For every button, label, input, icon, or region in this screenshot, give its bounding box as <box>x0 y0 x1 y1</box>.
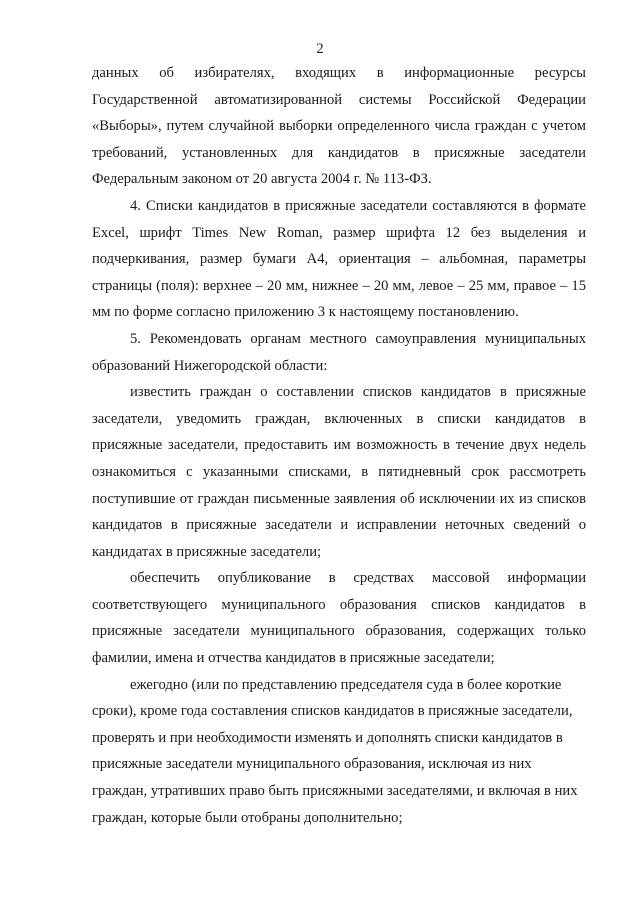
paragraph-notify-citizens: известить граждан о составлении списков кандидатов в присяжные заседатели, уведомить граждан, включенных в списки кандидатов в присяжные заседатели, предоставить им возможность в течение двух недель ознакомиться с указанными списками, в пятидневный срок рассмотреть поступившие от граждан письменные заявления об исключении их из списков кандидатов в присяжные заседатели и исправлении неточных сведений о кандидатах в присяжные заседатели; <box>92 384 586 560</box>
paragraph-item-4: 4. Списки кандидатов в присяжные заседатели составляются в формате Excel, шрифт Times New Roman, размер шрифта 12 без выделения и подчеркивания, размер бумаги А4, ориентация – альбомная, параметры страницы (поля): верхнее – 20 мм, нижнее – 20 мм, левое – 25 мм, правое – 15 мм по форме согласно приложению 3 к настоящему постановлению. <box>92 197 586 321</box>
document-body <box>92 60 586 831</box>
paragraph-item-5: 5. Рекомендовать органам местного самоуправления муниципальных образований Нижегородской области: <box>92 330 586 374</box>
paragraph-continuation: данных об избирателях, входящих в информационные ресурсы Государственной автоматизированной системы Российской Федерации «Выборы», путем случайной выборки определенного числа граждан с учетом требований, установленных для кандидатов в присяжные заседатели Федеральным законом от 20 августа 2004 г. № 113-ФЗ. <box>92 65 586 188</box>
page-number: 2 <box>316 41 324 57</box>
paragraph-annual-review: ежегодно (или по представлению председателя суда в более короткие сроки), кроме года составления списков кандидатов в присяжные заседатели, проверять и при необходимости изменять и дополнять списки кандидатов в присяжные заседатели муниципального образования, исключая из них граждан, утративших право быть присяжными заседателями, и включая в них граждан, которые были отобраны дополнительно; <box>92 676 578 826</box>
paragraph-publication: обеспечить опубликование в средствах массовой информации соответствующего муниципального образования списков кандидатов в присяжные заседатели муниципального образования, содержащих только фамилии, имена и отчества кандидатов в присяжные заседатели; <box>92 570 586 667</box>
